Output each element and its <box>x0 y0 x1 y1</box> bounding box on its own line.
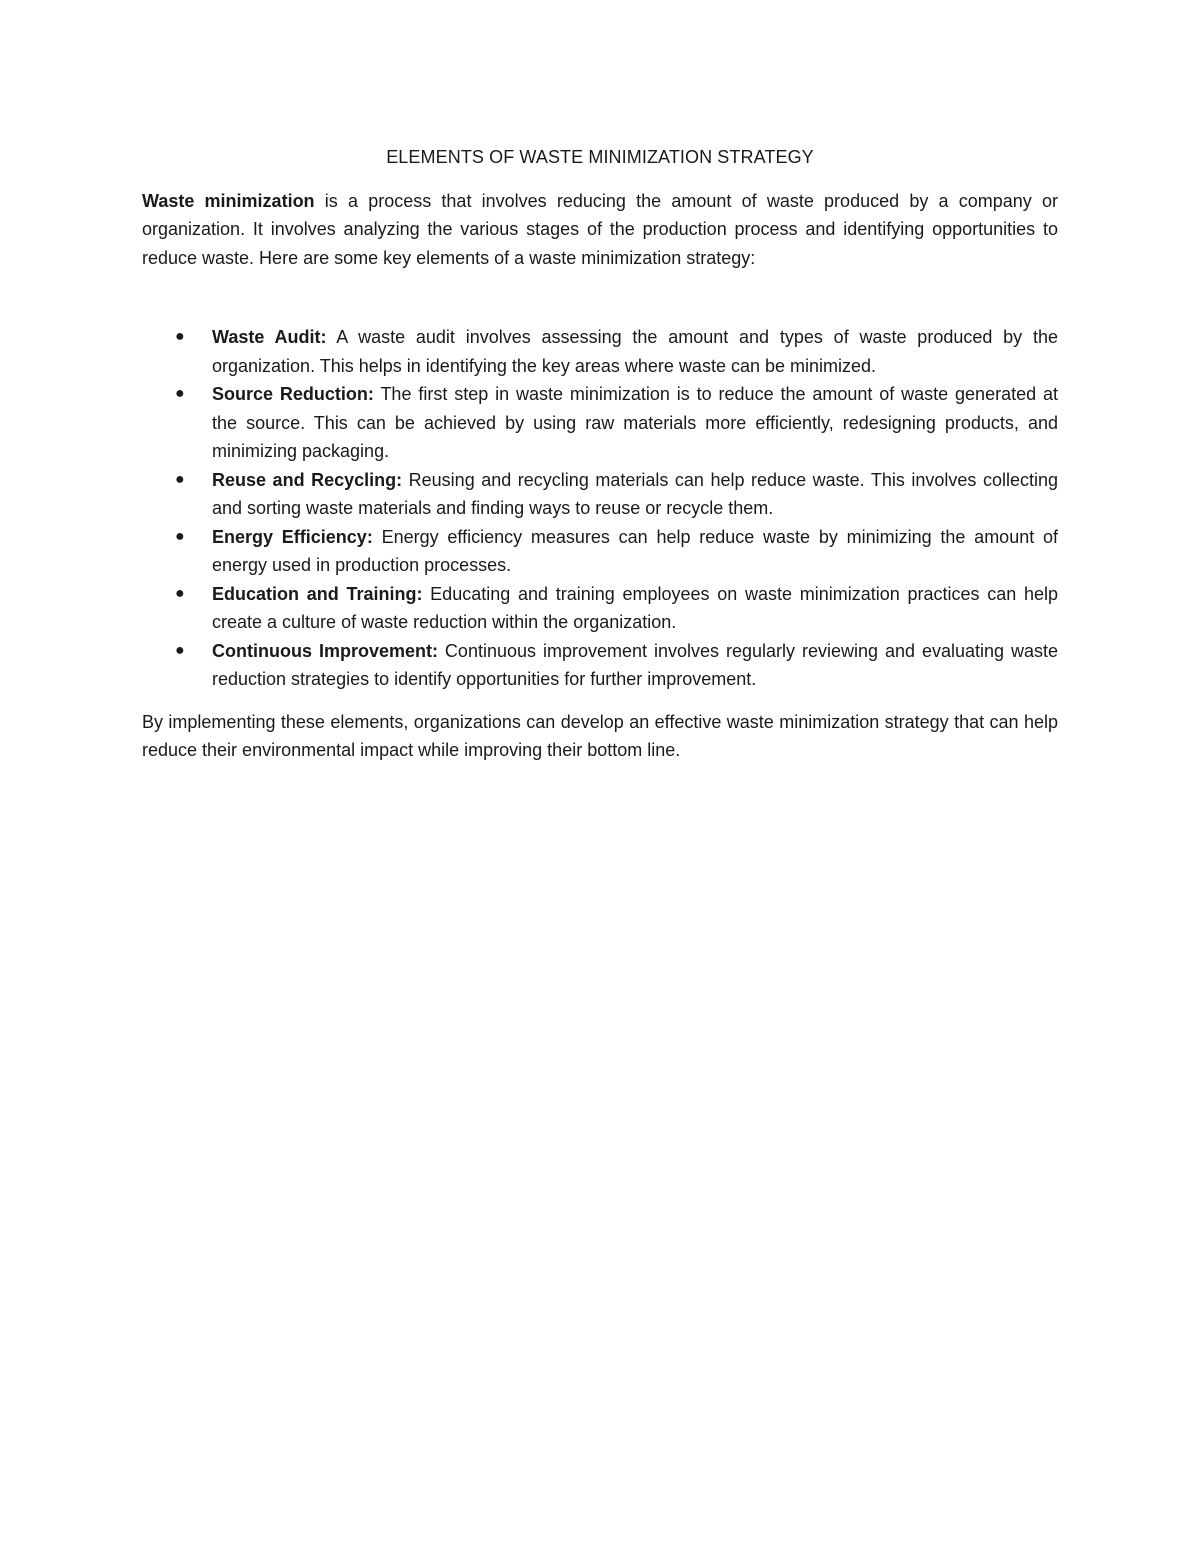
intro-paragraph <box>142 187 1058 273</box>
item-text: Educating and training employees on waste minimization practices can help create a culture of waste reduction within the organization. <box>212 583 1058 632</box>
elements-list <box>142 323 1058 694</box>
document-title: ELEMENTS OF WASTE MINIMIZATION STRATEGY <box>386 147 814 167</box>
list-item <box>142 580 1058 637</box>
list-item <box>142 323 1058 380</box>
intro-term: Waste minimization <box>142 190 315 211</box>
item-heading: Education and Training: <box>212 583 423 604</box>
intro-text: is a process that involves reducing the amount of waste produced by a company or organization. It involves analyzing the various stages of the production process and identifying opportunities to reduce waste. Here are some key elements of a waste minimization strategy: <box>142 190 1058 268</box>
item-heading: Continuous Improvement: <box>212 640 438 661</box>
bullet-icon: ● <box>175 527 185 545</box>
conclusion-paragraph: By implementing these elements, organizations can develop an effective waste minimization strategy that can help reduce their environmental impact while improving their bottom line. <box>142 711 1058 760</box>
document-body <box>142 143 1058 765</box>
item-text: The first step in waste minimization is to reduce the amount of waste generated at the source. This can be achieved by using raw materials more efficiently, redesigning products, and minimizing packaging. <box>212 384 1058 461</box>
list-item <box>142 523 1058 580</box>
item-heading: Reuse and Recycling: <box>212 469 403 490</box>
item-text: Energy efficiency measures can help reduce waste by minimizing the amount of energy used in production processes. <box>212 526 1058 575</box>
list-item <box>142 380 1058 466</box>
item-heading: Waste Audit: <box>212 327 327 347</box>
bullet-icon: ● <box>175 470 185 488</box>
bullet-icon: ● <box>175 641 185 659</box>
bullet-icon: ● <box>175 385 185 402</box>
list-item <box>142 466 1058 523</box>
item-text: Continuous improvement involves regularly reviewing and evaluating waste reduction strategies to identify opportunities for further improvement. <box>212 640 1058 689</box>
item-heading: Energy Efficiency: <box>212 526 373 547</box>
item-text: A waste audit involves assessing the amount and types of waste produced by the organization. This helps in identifying the key areas where waste can be minimized. <box>212 327 1058 376</box>
bullet-icon: ● <box>175 328 185 345</box>
item-heading: Source Reduction: <box>212 384 374 404</box>
bullet-icon: ● <box>175 584 185 602</box>
item-text: Reusing and recycling materials can help reduce waste. This involves collecting and sorting waste materials and finding ways to reuse or recycle them. <box>212 469 1058 518</box>
list-item <box>142 637 1058 694</box>
